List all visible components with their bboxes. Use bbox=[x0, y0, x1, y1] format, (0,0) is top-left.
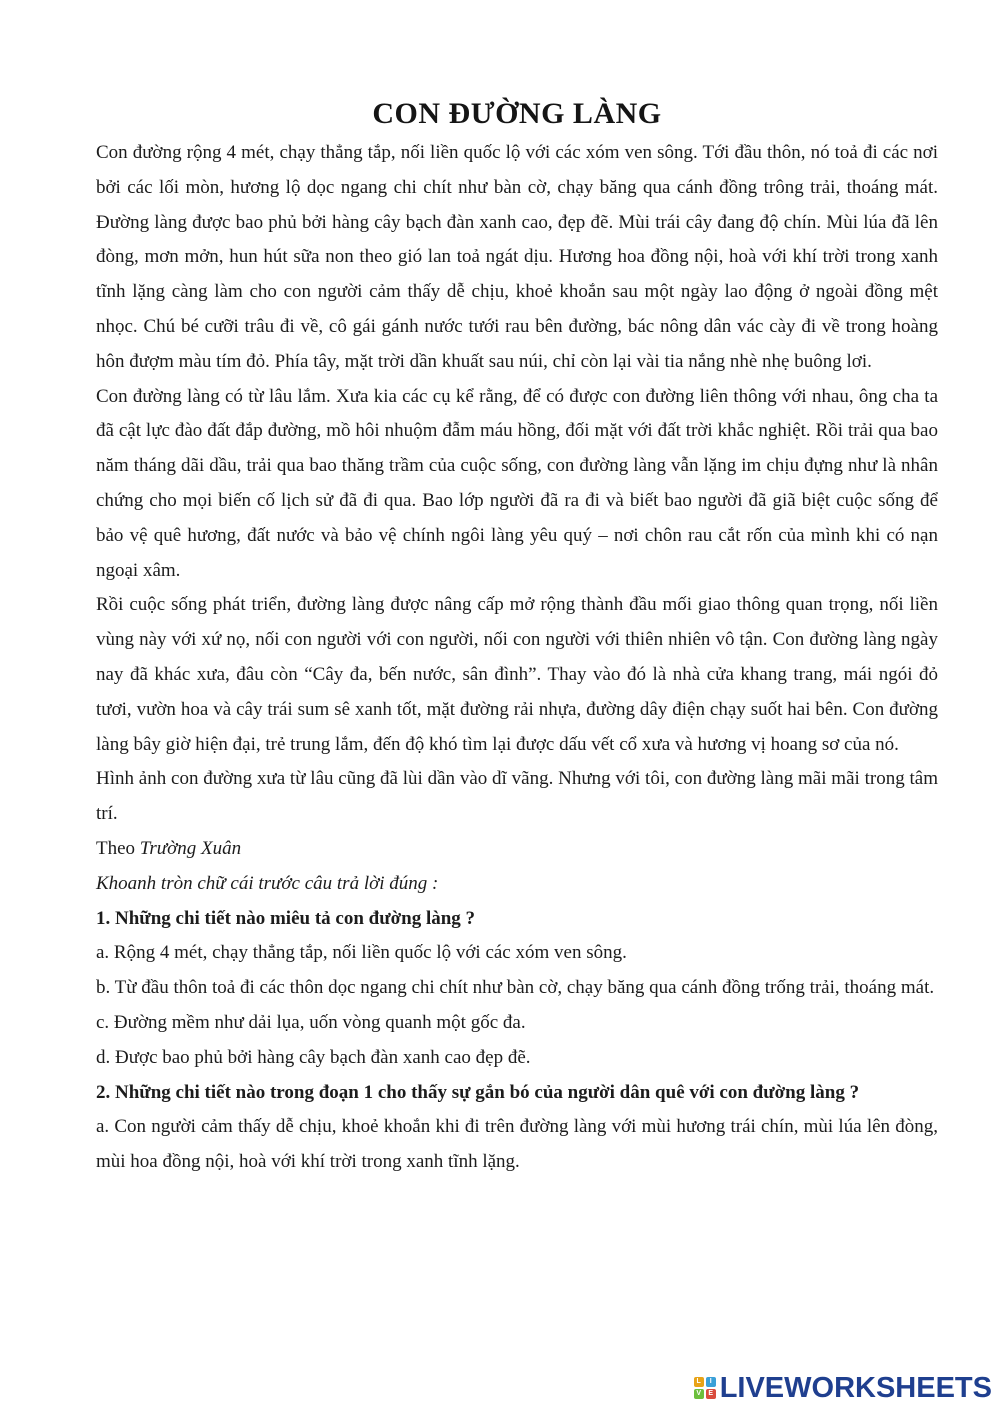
question-1-option-d[interactable]: d. Được bao phủ bởi hàng cây bạch đàn xanh cao đẹp đẽ. bbox=[96, 1046, 531, 1068]
source-author: Trường Xuân bbox=[139, 837, 242, 859]
liveworksheets-logo-icon bbox=[694, 1377, 716, 1399]
logo-mark-l: L bbox=[694, 1377, 704, 1387]
paragraph-1: Con đường rộng 4 mét, chạy thẳng tắp, nối liền quốc lộ với các xóm ven sông. Tới đầu thôn, nó toả đi các nơi bởi các lối mòn, hương lộ dọc ngang chi chít như bàn cờ, chạy băng qua cánh đồng trông trải, thoáng mát. Đường làng được bao phủ bởi hàng cây bạch đàn xanh cao, đẹp đẽ. Mùi trái cây đang độ chín. Mùi lúa đã lên đòng, mơn mởn, hun hút sữa non theo gió lan toả ngát dịu. Hương hoa đồng nội, hoà với khí trời trong xanh tĩnh lặng càng làm cho con người cảm thấy dễ chịu, khoẻ khoắn sau một ngày lao động ở ngoài đồng mệt nhọc. Chú bé cưỡi trâu đi về, cô gái gánh nước tưới rau bên đường, bác nông dân vác cày đi về trong hoàng hôn đượm màu tím đỏ. Phía tây, mặt trời dần khuất sau núi, chỉ còn lại vài tia nắng nhè nhẹ buông lơi. bbox=[96, 142, 938, 372]
question-1-option-c[interactable]: c. Đường mềm như dải lụa, uốn vòng quanh một gốc đa. bbox=[96, 1011, 526, 1033]
source-prefix: Theo bbox=[96, 837, 140, 859]
page-title: CON ĐƯỜNG LÀNG bbox=[372, 97, 662, 130]
question-2-option-a[interactable]: a. Con người cảm thấy dễ chịu, khoẻ khoắn khi đi trên đường làng với mùi hương trái chín, mùi lúa lên đòng, mùi hoa đồng nội, hoà với khí trời trong xanh tĩnh lặng. bbox=[96, 1116, 938, 1173]
worksheet-page bbox=[96, 92, 938, 1180]
question-1-option-a[interactable]: a. Rộng 4 mét, chạy thẳng tắp, nối liền quốc lộ với các xóm ven sông. bbox=[96, 942, 627, 964]
question-1-option-b[interactable]: b. Từ đầu thôn toả đi các thôn dọc ngang chi chít như bàn cờ, chạy băng qua cánh đồng trống trải, thoáng mát. bbox=[96, 977, 935, 999]
paragraph-3: Rồi cuộc sống phát triển, đường làng được nâng cấp mở rộng thành đầu mối giao thông quan trọng, nối liền vùng này với xứ nọ, nối con người với con người, nối con người với thiên nhiên vô tận. Con đường làng ngày nay đã khác xưa, đâu còn “Cây đa, bến nước, sân đình”. Thay vào đó là nhà cửa khang trang, mái ngói đỏ tươi, vườn hoa và cây trái sum sê xanh tốt, mặt đường rải nhựa, đường dây điện chạy suốt hai bên. Con đường làng bây giờ hiện đại, trẻ trung lắm, đến độ khó tìm lại được dấu vết cổ xưa và hương vị hoang sơ của nó. bbox=[96, 594, 938, 755]
question-2: 2. Những chi tiết nào trong đoạn 1 cho thấy sự gắn bó của người dân quê với con đường làng ? bbox=[96, 1081, 860, 1103]
liveworksheets-logo bbox=[694, 1371, 992, 1405]
paragraph-2: Con đường làng có từ lâu lắm. Xưa kia các cụ kể rằng, để có được con đường liên thông với nhau, ông cha ta đã cật lực đào đất đắp đường, mồ hôi nhuộm đẫm máu hồng, đối mặt với đất trời khắc nghiệt. Rồi trải qua bao năm tháng dãi dầu, trải qua bao thăng trầm của cuộc sống, con đường làng vẫn lặng im chịu đựng như là nhân chứng cho mọi biến cố lịch sử đã đi qua. Bao lớp người đã ra đi và biết bao người đã giã biệt cuộc sống để bảo vệ quê hương, đất nước và bảo vệ chính ngôi làng yêu quý – nơi chôn rau cắt rốn của mình khi có nạn ngoại xâm. bbox=[96, 385, 938, 581]
logo-mark-v: V bbox=[694, 1389, 704, 1399]
logo-mark-e: E bbox=[706, 1389, 716, 1399]
instruction: Khoanh tròn chữ cái trước câu trả lời đúng : bbox=[96, 872, 439, 894]
logo-text: LIVEWORKSHEETS bbox=[719, 1371, 992, 1404]
paragraph-4: Hình ảnh con đường xưa từ lâu cũng đã lùi dần vào dĩ vãng. Nhưng với tôi, con đường làng mãi mãi trong tâm trí. bbox=[96, 768, 938, 825]
logo-mark-i: I bbox=[706, 1377, 716, 1387]
question-1: 1. Những chi tiết nào miêu tả con đường làng ? bbox=[96, 907, 476, 929]
source-line bbox=[96, 832, 938, 867]
